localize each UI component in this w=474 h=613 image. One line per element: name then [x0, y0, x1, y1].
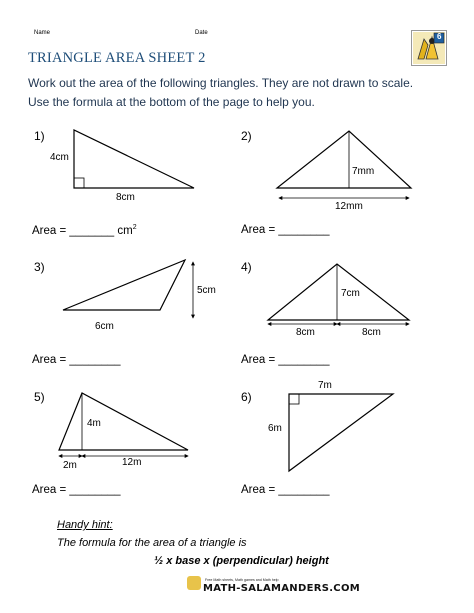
label-4-base-right: 8cm	[362, 327, 381, 338]
area-answer-6	[241, 484, 330, 496]
triangle-2	[277, 131, 411, 198]
area-answer-2	[241, 224, 330, 236]
triangle-4	[268, 264, 409, 324]
problem-number-3: 3)	[34, 260, 45, 274]
label-6-height: 6m	[268, 423, 282, 434]
name-label: Name	[34, 30, 51, 36]
label-5-offset: 2m	[63, 460, 77, 471]
area-answer-5	[32, 484, 121, 496]
problem-number-2: 2)	[241, 129, 252, 143]
area-prefix: Area =	[241, 484, 276, 496]
area-blank: ________	[278, 484, 330, 496]
label-3-height: 5cm	[197, 285, 216, 296]
label-5-base: 12m	[122, 457, 142, 468]
area-answer-3	[32, 354, 121, 366]
label-4-height: 7cm	[341, 288, 360, 299]
area-prefix: Area =	[32, 484, 67, 496]
label-5-height: 4m	[87, 418, 101, 429]
hint-heading: Handy hint:	[57, 519, 113, 531]
label-6-base: 7m	[318, 380, 332, 391]
triangle-1	[74, 130, 194, 188]
area-blank: ________	[278, 354, 330, 366]
area-answer-4	[241, 354, 330, 366]
area-prefix: Area =	[241, 354, 276, 366]
label-2-base: 12mm	[335, 201, 363, 212]
label-3-base: 6cm	[95, 321, 114, 332]
page-title: TRIANGLE AREA SHEET 2	[28, 50, 206, 66]
area-unit-power: 2	[132, 224, 137, 231]
area-answer-1	[32, 224, 137, 237]
triangle-6	[289, 394, 393, 471]
triangle-5	[59, 393, 188, 456]
footer-brand: MATH-SALAMANDERS.COM	[203, 583, 360, 594]
area-prefix: Area =	[32, 354, 67, 366]
area-blank: ________	[278, 224, 330, 236]
hint-formula: ½ x base x (perpendicular) height	[154, 555, 329, 567]
date-label: Date	[195, 30, 208, 36]
area-prefix: Area =	[241, 224, 276, 236]
label-1-height: 4cm	[50, 152, 69, 163]
triangle-3	[63, 260, 193, 318]
instruction-line-2: Use the formula at the bottom of the page to help you.	[28, 95, 315, 109]
problem-number-5: 5)	[34, 390, 45, 404]
instruction-line-1: Work out the area of the following triangles. They are not drawn to scale.	[28, 76, 414, 90]
area-prefix: Area =	[32, 224, 67, 237]
label-4-base-left: 8cm	[296, 327, 315, 338]
label-2-height: 7mm	[352, 166, 375, 177]
hint-line: The formula for the area of a triangle is	[57, 537, 247, 549]
footer-tagline: Free Math sheets, Math games and Math help	[205, 578, 279, 582]
footer-logo-icon	[187, 576, 201, 590]
area-unit: cm	[117, 224, 133, 237]
grade-badge: 6	[437, 32, 442, 41]
area-blank: ________	[69, 354, 121, 366]
problem-number-6: 6)	[241, 390, 252, 404]
label-1-base: 8cm	[116, 192, 135, 203]
area-blank: _______	[69, 224, 115, 237]
problem-number-4: 4)	[241, 260, 252, 274]
problem-number-1: 1)	[34, 129, 45, 143]
area-blank: ________	[69, 484, 121, 496]
